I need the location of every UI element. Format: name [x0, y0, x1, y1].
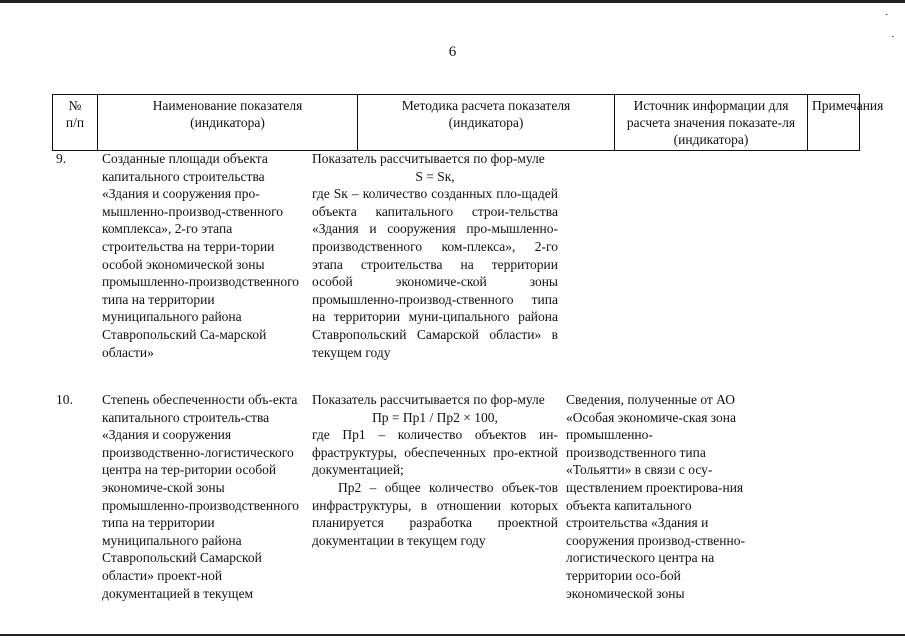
indicator-name: Степень обеспеченности объ-екта капитального строитель-ства «Здания и сооружения производственно-логистического центра на тер-ритории особой экономиче-ской зоны промышленно-производственного типа на территории муниципального района Ставропольский Самарской области» проект-ной документацией в текущем — [102, 392, 300, 601]
formula: S = Sк, — [415, 168, 455, 184]
row-number: 10. — [56, 392, 73, 407]
method-description: где Sк – количество созданных пло-щадей объекта капитального строи-тельства «Здания и сооружения про-мышленно-производственного ком-плекса», 2-го этапа строительства на территории особой экономиче-ской зоны промышленно-производ-ственного типа на территории муни-ципального района Ставропольский Самарской области» в текущем году — [312, 186, 558, 360]
indicator-name: Созданные площади объекта капитального строительства «Здания и сооружения про-мышленно-производ-ственного комплекса», 2-го этапа строительства на терри-тории особой экономической зоны промышленно-производственного типа на территории муниципального района Ставропольский Са-марской области» — [102, 151, 300, 360]
header-number-label: № п/п — [65, 98, 85, 130]
calculation-method — [312, 391, 558, 549]
header-information-source — [614, 94, 807, 151]
table-header — [52, 94, 884, 152]
method-description-continued: Пр2 – общее количество объек-тов инфраструктуры, в отношении которых планируется разработка проектной документации в текущем году — [312, 479, 558, 548]
scan-bottom-border — [0, 634, 905, 636]
header-notes-label: Примечания — [812, 98, 884, 113]
page-number: 6 — [448, 44, 457, 60]
formula: Пр = Пр1 / Пр2 × 100, — [372, 409, 498, 425]
header-calculation-method-label: Методика расчета показателя (индикатора) — [401, 98, 571, 130]
header-calculation-method — [357, 94, 614, 151]
header-indicator-name — [97, 94, 357, 151]
calculation-method — [312, 150, 558, 361]
header-information-source-label: Источник информации для расчета значения показате-ля (индикатора) — [626, 98, 796, 147]
method-intro: Показатель рассчитывается по фор-муле — [312, 392, 545, 407]
scan-speck: · — [891, 31, 895, 43]
header-notes — [807, 94, 884, 151]
method-intro: Показатель рассчитывается по фор-муле — [312, 151, 545, 166]
header-indicator-name-label: Наименование показателя (индикатора) — [152, 98, 303, 130]
information-source: Сведения, полученные от АО «Особая экономиче-ская зона промышленно-производственного типа «Тольятти» в связи с осу-ществлением проектирова-ния объекта капитального строительства «Здания и сооружения производ-ственно-логистического центра на территории осо-бой экономической зоны — [566, 392, 745, 601]
row-number: 9. — [56, 151, 67, 166]
scan-speck: · — [885, 9, 889, 21]
header-number-column — [52, 94, 97, 151]
scan-top-border — [0, 0, 905, 3]
method-description: где Пр1 – количество объектов ин-фраструктуры, обеспеченных про-ектной документацией; — [312, 427, 558, 478]
